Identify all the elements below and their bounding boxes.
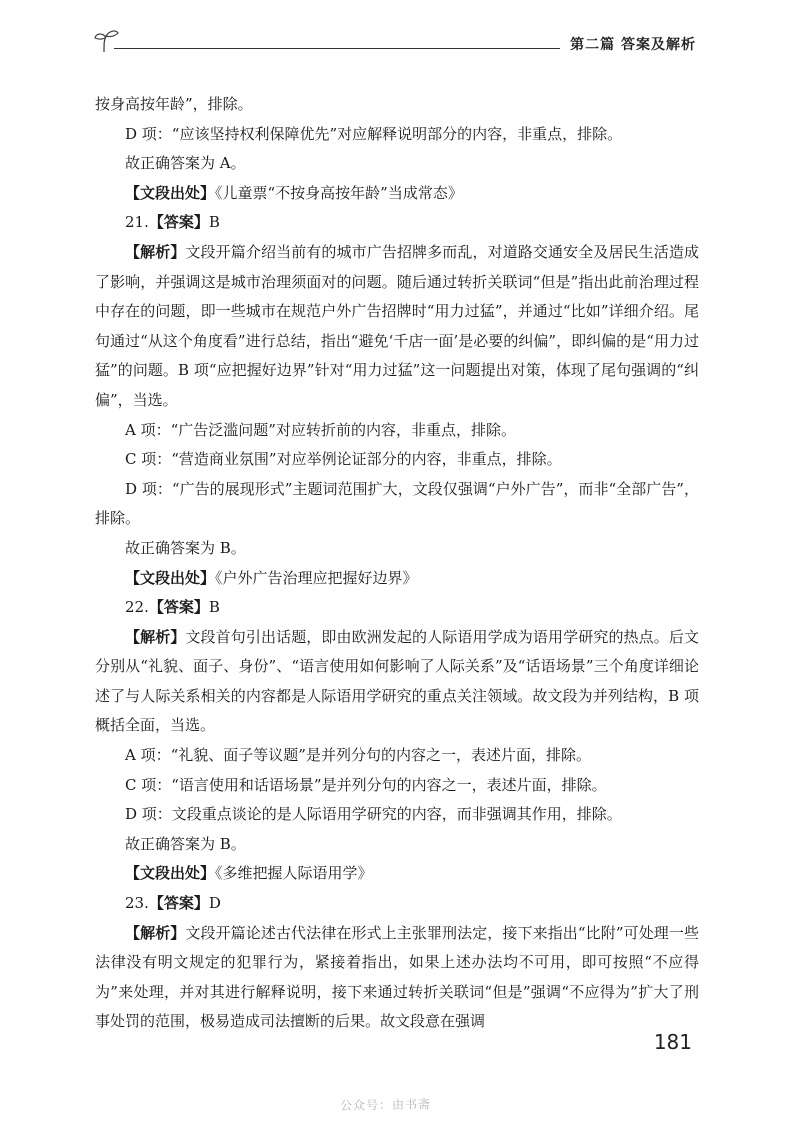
answer-line: 23.【答案】D (125, 894, 221, 913)
paragraph: 按身高按年龄”，排除。 (95, 95, 253, 113)
header-rule (114, 48, 560, 49)
analysis-label: 【解析】 (125, 627, 186, 646)
running-header (92, 28, 712, 58)
analysis-label: 【解析】 (125, 923, 186, 942)
sprout-icon (92, 28, 122, 54)
chapter-title: 第二篇 答案及解析 (570, 37, 696, 53)
paragraph: 故正确答案为 B。 (125, 538, 246, 557)
paragraph: A 项：“礼貌、面子等议题”是并列分句的内容之一，表述片面，排除。 (125, 746, 591, 765)
analysis-paragraph: 【解析】文段开篇论述古代法律在形式上主张罪刑法定，接下来指出“比附”可处理一些法律没有明文规定的犯罪行为，紧接着指出，如果上述办法均不可用，即可按照“不应得为”来处理，并对其进行解释说明，接下来通过转折关联词“但是”强调“不应得为”扩大了刑事处罚的范围，极易造成司法擅断的后果。故文段意在强调 (95, 923, 699, 1031)
page-body (95, 90, 699, 1037)
answer-label: 【答案】 (148, 213, 209, 232)
watermark: 公众号：由书斋 (339, 1097, 432, 1113)
source-label: 【文段出处】 (125, 183, 216, 202)
paragraph: D 项：文段重点谈论的是人际语用学研究的内容，而非强调其作用，排除。 (125, 805, 622, 824)
analysis-paragraph: 【解析】文段首句引出话题，即由欧洲发起的人际语用学成为语用学研究的热点。后文分别从“礼貌、面子、身份”、“语言使用如何影响了人际关系”及“话语场景”三个角度详细论述了与人际关系相关的内容都是人际语用学研究的重点关注领域。故文段为并列结构，B 项概括全面，当选。 (95, 627, 699, 735)
paragraph: A 项：“广告泛滥问题”对应转折前的内容，非重点，排除。 (125, 420, 516, 439)
paragraph: D 项：“应该坚持权利保障优先”对应解释说明部分的内容，非重点，排除。 (125, 124, 623, 143)
paragraph: C 项：“营造商业氛围”对应举例论证部分的内容，非重点，排除。 (125, 450, 562, 469)
answer-label: 【答案】 (148, 894, 209, 913)
paragraph: C 项：“语言使用和话语场景”是并列分句的内容之一，表述片面，排除。 (125, 775, 607, 794)
answer-label: 【答案】 (148, 598, 209, 617)
paragraph: 故正确答案为 B。 (125, 834, 246, 853)
source-line: 【文段出处】《儿童票“不按身高按年龄”当成常态》 (125, 183, 463, 202)
source-label: 【文段出处】 (125, 568, 216, 587)
source-label: 【文段出处】 (125, 864, 216, 883)
page-number: 181 (653, 1030, 692, 1054)
analysis-label: 【解析】 (125, 242, 186, 261)
paragraph: D 项：“广告的展现形式”主题词范围扩大，文段仅强调“户外广告”，而非“全部广告”，排除。 (95, 479, 699, 528)
answer-line: 21.【答案】B (125, 213, 220, 232)
source-line: 【文段出处】《多维把握人际语用学》 (125, 864, 373, 883)
paragraph: 故正确答案为 A。 (125, 154, 246, 173)
source-line: 【文段出处】《户外广告治理应把握好边界》 (125, 568, 418, 587)
analysis-paragraph: 【解析】文段开篇介绍当前有的城市广告招牌多而乱，对道路交通安全及居民生活造成了影响，并强调这是城市治理须面对的问题。随后通过转折关联词“但是”指出此前治理过程中存在的问题，即一些城市在规范户外广告招牌时“用力过猛”，并通过“比如”详细介绍。尾句通过“从这个角度看”进行总结，指出“避免‘千店一面’是必要的纠偏”，即纠偏的是“用力过猛”的问题。B 项“应把握好边界”针对“用力过猛”这一问题提出对策，体现了尾句强调的“纠偏”，当选。 (95, 242, 699, 409)
answer-line: 22.【答案】B (125, 598, 220, 617)
